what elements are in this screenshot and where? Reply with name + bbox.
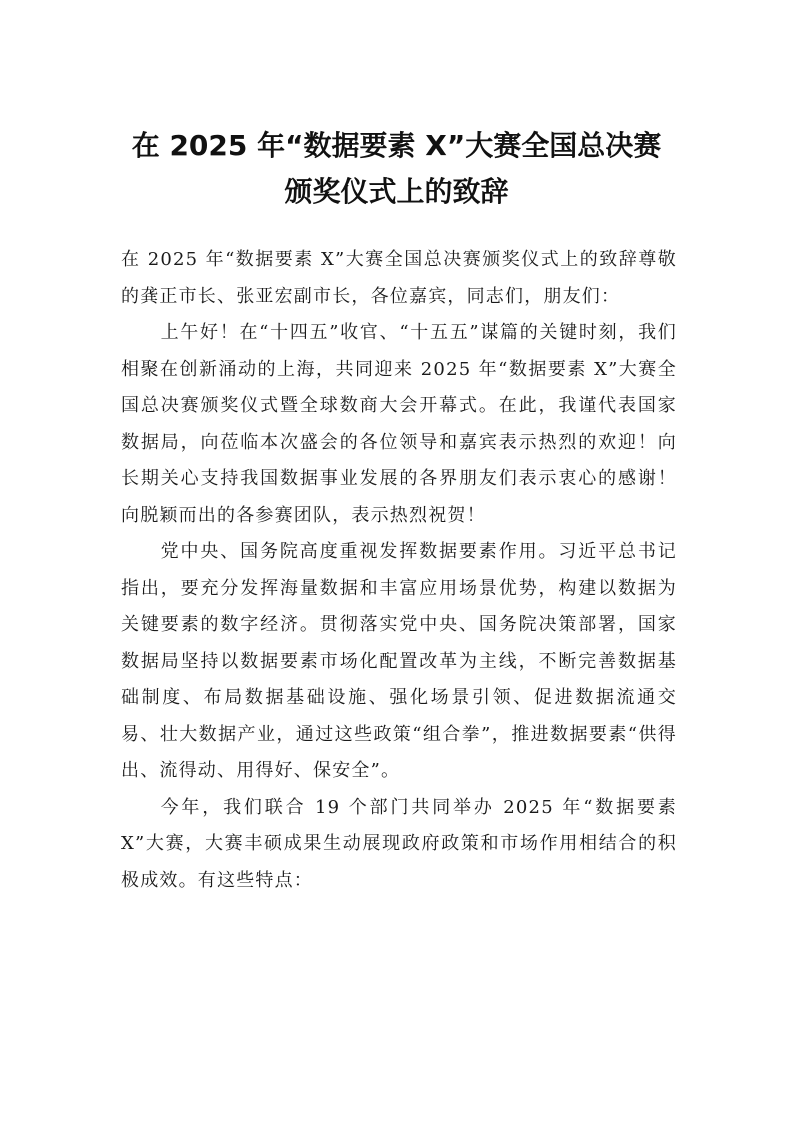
- paragraph-greeting: 上午好！在“十四五”收官、“十五五”谋篇的关键时刻，我们相聚在创新涌动的上海，共同迎来 2025 年“数据要素 X”大赛全国总决赛颁奖仪式暨全球数商大会开幕式。在此，我谨代表国家数据局，向莅临本次盛会的各位领导和嘉宾表示热烈的欢迎！向长期关心支持我国数据事业发展的各界朋友们表示衷心的感谢！向脱颖而出的各参赛团队，表示热烈祝贺！: [121, 322, 677, 526]
- paragraph-contest: 今年，我们联合 19 个部门共同举办 2025 年“数据要素 X”大赛，大赛丰硕成果生动展现政府政策和市场作用相结合的积极成效。有这些特点：: [121, 796, 677, 891]
- paragraph-salutation: 在 2025 年“数据要素 X”大赛全国总决赛颁奖仪式上的致辞尊敬的龚正市长、张亚宏副市长，各位嘉宾，同志们，朋友们：: [121, 249, 677, 307]
- document-title-line-1: 在 2025 年“数据要素 X”大赛全国总决赛: [131, 129, 662, 162]
- paragraph-policy: 党中央、国务院高度重视发挥数据要素作用。习近平总书记指出，要充分发挥海量数据和丰富应用场景优势，构建以数据为关键要素的数字经济。贯彻落实党中央、国务院决策部署，国家数据局坚持以数据要素市场化配置改革为主线，不断完善数据基础制度、布局数据基础设施、强化场景引领、促进数据流通交易、壮大数据产业，通过这些政策“组合拳”，推进数据要素“供得出、流得动、用得好、保安全”。: [121, 541, 677, 781]
- document-title-line-2: 颁奖仪式上的致辞: [284, 175, 509, 208]
- document-body: [121, 242, 677, 899]
